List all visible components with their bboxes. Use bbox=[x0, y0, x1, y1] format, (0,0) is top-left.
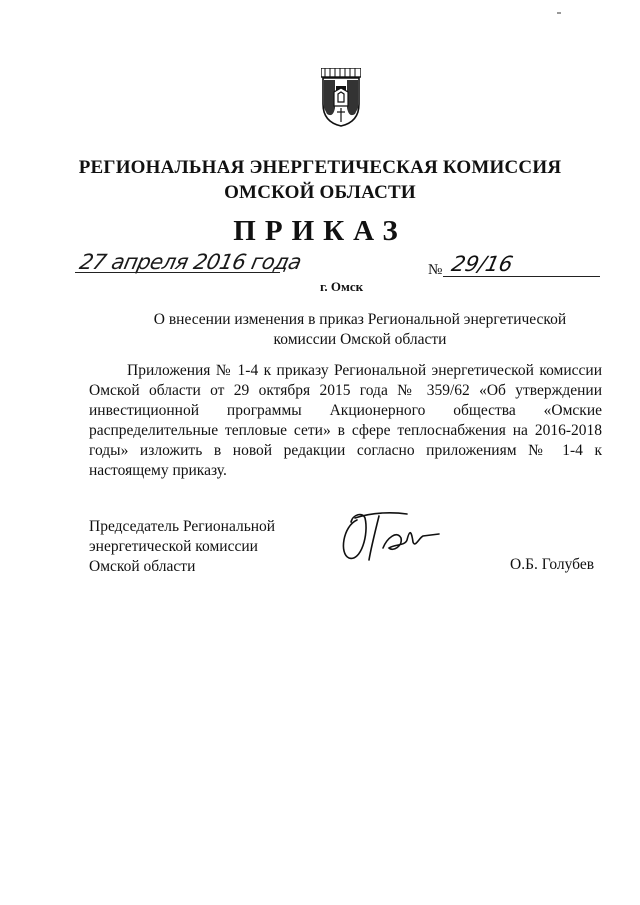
subject-line1: О внесении изменения в приказ Региональной энергетической bbox=[153, 311, 567, 328]
handwritten-signature-icon bbox=[335, 508, 445, 566]
order-subject bbox=[150, 310, 570, 350]
subject-line2: комиссии Омской области bbox=[273, 331, 447, 348]
number-label: № bbox=[428, 262, 443, 278]
handwritten-date: 27 апреля 2016 года bbox=[77, 250, 304, 274]
scan-speck bbox=[557, 12, 561, 14]
body-paragraph: Приложения № 1-4 к приказу Региональной энергетической комиссии Омской области от 29 октября 2015 года № 359/62 «Об утверждении инвестиционной программы Акционерного общества «Омские распределительные тепловые сети» в сфере теплоснабжения на 2016-2018 годы» изложить в новой редакции согласно приложениям № 1-4 к настоящему приказу. bbox=[89, 362, 602, 479]
position-line2: энергетической комиссии bbox=[89, 538, 258, 555]
signatory-name: О.Б. Голубев bbox=[510, 556, 595, 573]
city-name: г. Омск bbox=[320, 279, 364, 294]
organization-name-line1: РЕГИОНАЛЬНАЯ ЭНЕРГЕТИЧЕСКАЯ КОМИССИЯ bbox=[78, 157, 562, 178]
number-underline bbox=[443, 276, 600, 277]
date-underline bbox=[75, 272, 280, 273]
signatory-position bbox=[89, 517, 275, 577]
document-title: ПРИКАЗ bbox=[233, 215, 407, 247]
handwritten-number: 29/16 bbox=[449, 252, 516, 276]
position-line1: Председатель Региональной bbox=[89, 518, 276, 535]
organization-name-line2: ОМСКОЙ ОБЛАСТИ bbox=[224, 182, 416, 203]
position-line3: Омской области bbox=[89, 558, 196, 575]
omsk-coat-of-arms-icon bbox=[321, 68, 361, 128]
order-body bbox=[89, 361, 602, 481]
